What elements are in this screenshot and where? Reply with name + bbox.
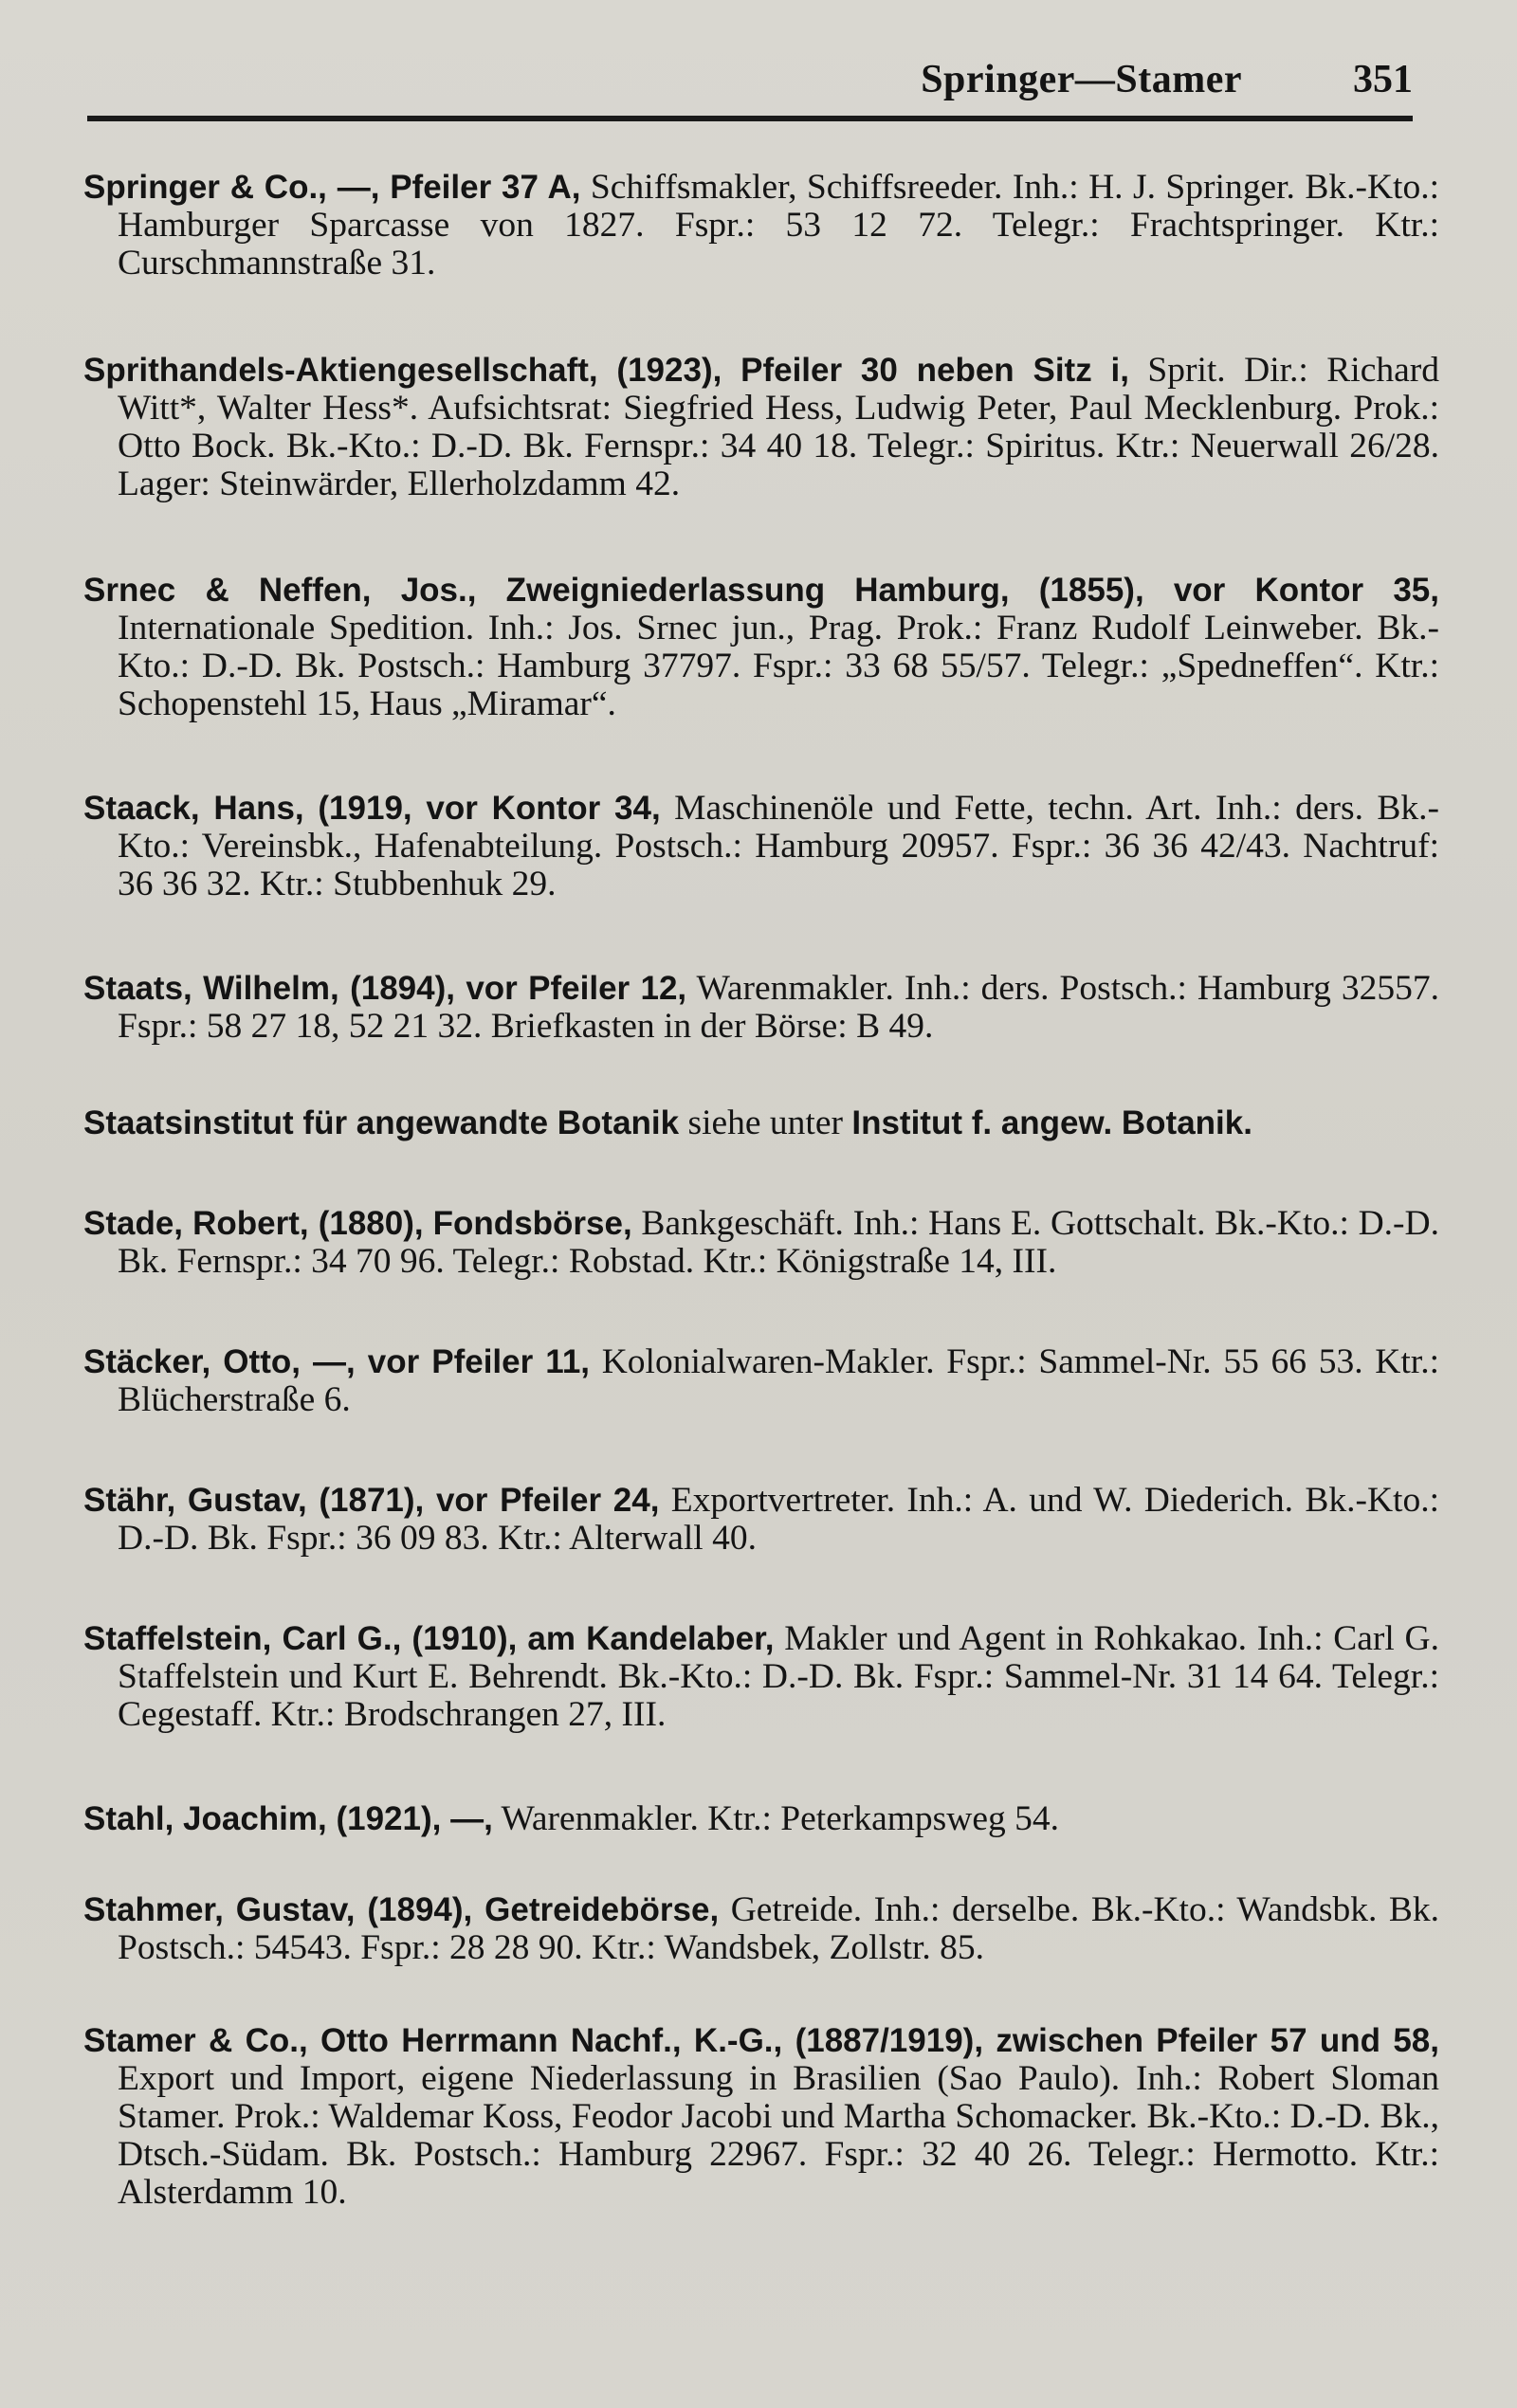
directory-entry [83,2022,1439,2212]
entry-text: Maschinenöle und Fette, techn. Art. Inh.: ders. Bk.-Kto.: Vereinsbk., Hafenabteilung. Postsch.: Hamburg 20957. Fspr.: 36 36 42/43. Nachtruf: 36 36 32. Ktr.: Stubbenhuk 29. [118,789,1439,903]
entry-list [83,169,1439,2212]
entry-name: Stamer & Co., Otto Herrmann Nachf., K.-G., (1887/1919), zwischen Pfeiler 57 und 58, [83,2022,1439,2059]
entry-text: Warenmakler. Ktr.: Peterkampsweg 54. [492,1799,1059,1838]
entry-cross-reference: Institut f. angew. Botanik. [851,1104,1252,1141]
directory-entry [83,1800,1439,1838]
entry-name: Springer & Co., —, Pfeiler 37 A, [83,169,581,206]
directory-entry [83,1482,1439,1558]
entry-name: Stade, Robert, (1880), Fondsbörse, [83,1205,632,1242]
entry-text: Warenmakler. Inh.: ders. Postsch.: Hamburg 32557. Fspr.: 58 27 18, 52 21 32. Briefkasten in der Börse: B 49. [118,969,1439,1046]
directory-entry [83,169,1439,283]
directory-entry [83,1891,1439,1967]
directory-entry [83,352,1439,503]
entry-name: Sprithandels-Aktiengesellschaft, (1923), Pfeiler 30 neben Sitz i, [83,352,1129,389]
entry-name: Staack, Hans, (1919, vor Kontor 34, [83,790,661,827]
page-header [87,49,1413,121]
directory-entry [83,1343,1439,1419]
entry-name: Stäcker, Otto, —, vor Pfeiler 11, [83,1343,591,1380]
entry-name: Stahmer, Gustav, (1894), Getreidebörse, [83,1891,720,1928]
entry-text: Getreide. Inh.: derselbe. Bk.-Kto.: Wandsbk. Bk. Postsch.: 54543. Fspr.: 28 28 90. Ktr.: Wandsbek, Zollstr. 85. [118,1890,1439,1967]
directory-entry [83,790,1439,903]
entry-text: Exportvertreter. Inh.: A. und W. Diederich. Bk.-Kto.: D.-D. Bk. Fspr.: 36 09 83. Ktr.: Alterwall 40. [118,1481,1439,1558]
directory-entry [83,1205,1439,1281]
entry-name: Staats, Wilhelm, (1894), vor Pfeiler 12, [83,970,687,1007]
entry-name: Staatsinstitut für angewandte Botanik [83,1104,680,1141]
running-head: Springer—Stamer [921,58,1242,101]
directory-entry [83,572,1439,723]
directory-entry [83,970,1439,1046]
entry-name: Stahl, Joachim, (1921), —, [83,1800,493,1837]
entry-text: Kolonialwaren-Makler. Fspr.: Sammel-Nr. 55 66 53. Ktr.: Blücherstraße 6. [118,1342,1440,1419]
entry-text: Internationale Spedition. Inh.: Jos. Srnec jun., Prag. Prok.: Franz Rudolf Leinweber. Bk.-Kto.: D.-D. Bk. Postsch.: Hamburg 37797. Fspr.: 33 68 55/57. Telegr.: „Spedneffen“. Ktr.: Schopenstehl 15, Haus „Miramar“. [118,609,1439,723]
entry-text: Export und Import, eigene Niederlassung in Brasilien (Sao Paulo). Inh.: Robert Sloman Stamer. Prok.: Waldemar Koss, Feodor Jacobi und Martha Schomacker. Bk.-Kto.: D.-D. Bk., Dtsch.-Südam. Bk. Postsch.: Hamburg 22967. Fspr.: 32 40 26. Telegr.: Hermotto. Ktr.: Alsterdamm 10. [118,2059,1439,2212]
entry-text: Sprit. Dir.: Richard Witt*, Walter Hess*. Aufsichtsrat: Siegfried Hess, Ludwig Peter, Paul Mecklenburg. Prok.: Otto Bock. Bk.-Kto.: D.-D. Bk. Fernspr.: 34 40 18. Telegr.: Spiritus. Ktr.: Neuerwall 26/28. Lager: Steinwärder, Ellerholzdamm 42. [118,351,1439,503]
entry-text: Bankgeschäft. Inh.: Hans E. Gottschalt. Bk.-Kto.: D.-D. Bk. Fernspr.: 34 70 96. Telegr.: Robstad. Ktr.: Königstraße 14, III. [118,1204,1440,1281]
entry-name: Srnec & Neffen, Jos., Zweigniederlassung Hamburg, (1855), vor Kontor 35, [83,572,1439,609]
directory-entry [83,1620,1439,1734]
directory-entry [83,1104,1439,1142]
entry-text: siehe unter [679,1104,852,1142]
entry-name: Staffelstein, Carl G., (1910), am Kandelaber, [83,1620,775,1657]
entry-name: Stähr, Gustav, (1871), vor Pfeiler 24, [83,1482,660,1519]
entry-text: Makler und Agent in Rohkakao. Inh.: Carl G. Staffelstein und Kurt E. Behrendt. Bk.-Kto.: D.-D. Bk. Fspr.: Sammel-Nr. 31 14 64. Telegr.: Cegestaff. Ktr.: Brodschrangen 27, III. [118,1619,1439,1734]
page-number: 351 [1353,58,1413,101]
entry-text: Schiffsmakler, Schiffsreeder. Inh.: H. J. Springer. Bk.-Kto.: Hamburger Sparcasse von 1827. Fspr.: 53 12 72. Telegr.: Frachtspringer. Ktr.: Curschmannstraße 31. [118,168,1439,283]
